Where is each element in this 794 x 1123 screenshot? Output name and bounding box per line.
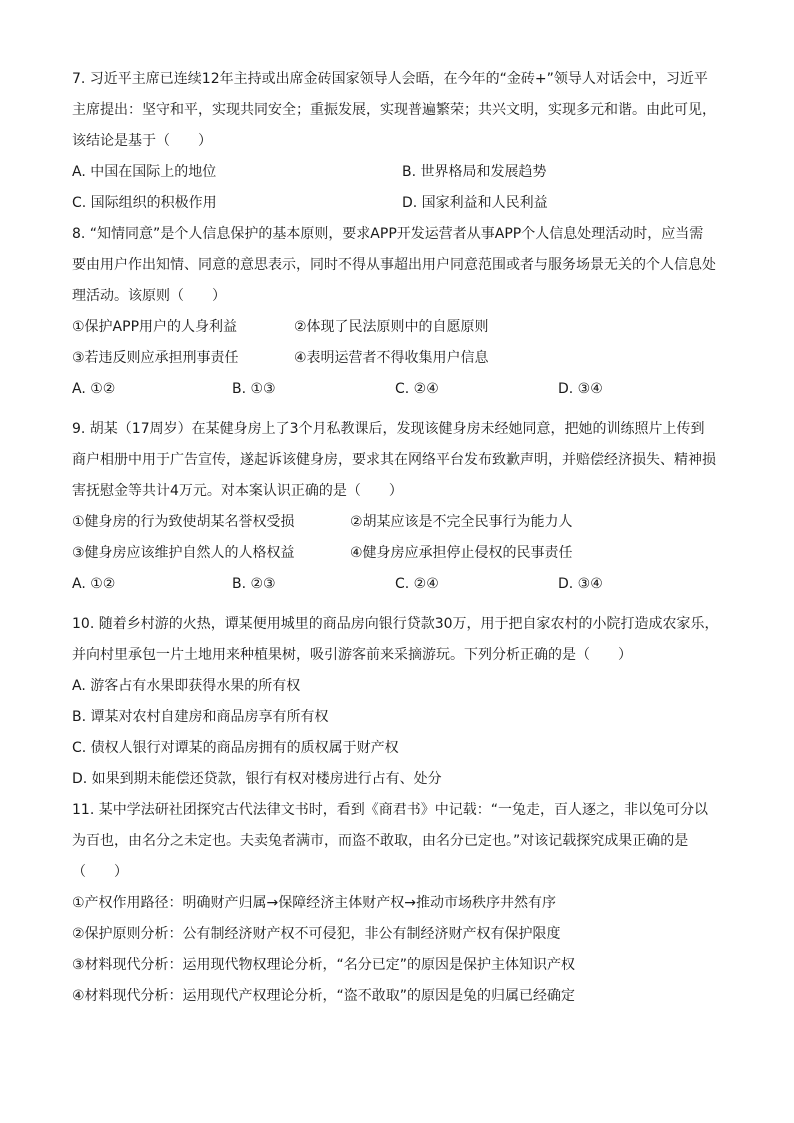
question-9 [72, 414, 732, 600]
question-7 [72, 64, 732, 219]
question-10 [72, 609, 732, 795]
statement-3: ③健身房应该维护自然人的人格权益 [72, 545, 295, 561]
question-page [72, 64, 732, 1012]
option-d[interactable]: D. 如果到期未能偿还贷款，银行有权对楼房进行占有、处分 [72, 771, 442, 787]
question-10-line-1: 10. 随着乡村游的火热，谭某便用城里的商品房向银行贷款30万，用于把自家农村的小院打造成农家乐， [72, 616, 719, 632]
question-11 [72, 795, 732, 1012]
question-8-line-2: 要由用户作出知情、同意的意思表示，同时不得从事超出用户同意范围或者与服务场景无关的个人信息处 [72, 257, 716, 273]
option-d[interactable]: D. 国家利益和人民利益 [402, 195, 548, 211]
option-b[interactable]: B. 谭某对农村自建房和商品房享有所有权 [72, 709, 329, 725]
question-8-line-1: 8. “知情同意”是个人信息保护的基本原则，要求APP开发运营者从事APP个人信息处理活动时，应当需 [72, 226, 704, 242]
statement-4: ④健身房应承担停止侵权的民事责任 [350, 545, 573, 561]
question-9-statements-row-2 [72, 538, 732, 569]
option-b[interactable]: B. ②③ [232, 576, 276, 592]
option-a[interactable]: A. 中国在国际上的地位 [72, 164, 217, 180]
statement-3: ③若违反则应承担刑事责任 [72, 350, 239, 366]
question-11-line-2: 为百也，由名分之未定也。夫卖兔者满市，而盗不敢取，由名分已定也。”对该记载探究成果正确的是 [72, 833, 689, 849]
option-a[interactable]: A. ①② [72, 576, 116, 592]
question-11-line-1: 11. 某中学法研社团探究古代法律文书时，看到《商君书》中记载：“一兔走，百人逐之，非以兔可分以 [72, 802, 708, 818]
question-8-statements-row-1 [72, 312, 732, 343]
question-9-statements-row-1 [72, 507, 732, 538]
statement-4: ④表明运营者不得收集用户信息 [294, 350, 489, 366]
question-7-options-row-1 [72, 157, 732, 188]
statement-4: ④材料现代分析：运用现代产权理论分析，“盗不敢取”的原因是兔的归属已经确定 [72, 988, 576, 1004]
question-9-line-3: 害抚慰金等共计4万元。对本案认识正确的是（ ） [72, 483, 403, 499]
statement-2: ②体现了民法原则中的自愿原则 [294, 319, 489, 335]
statement-2: ②胡某应该是不完全民事行为能力人 [350, 514, 573, 530]
option-b[interactable]: B. 世界格局和发展趋势 [402, 164, 547, 180]
question-7-line-1: 7. 习近平主席已连续12年主持或出席金砖国家领导人会晤，在今年的“金砖+”领导人对话会中，习近平 [72, 71, 708, 87]
statement-1: ①产权作用路径：明确财产归属→保障经济主体财产权→推动市场秩序井然有序 [72, 895, 557, 911]
option-d[interactable]: D. ③④ [558, 381, 603, 397]
question-8 [72, 219, 732, 405]
option-c[interactable]: C. 债权人银行对谭某的商品房拥有的质权属于财产权 [72, 740, 399, 756]
option-a[interactable]: A. ①② [72, 381, 116, 397]
option-b[interactable]: B. ①③ [232, 381, 276, 397]
statement-2: ②保护原则分析：公有制经济财产权不可侵犯，非公有制经济财产权有保护限度 [72, 926, 561, 942]
statement-1: ①保护APP用户的人身利益 [72, 319, 238, 335]
option-c[interactable]: C. ②④ [395, 381, 439, 397]
question-8-statements-row-2 [72, 343, 732, 374]
statement-3: ③材料现代分析：运用现代物权理论分析，“名分已定”的原因是保护主体知识产权 [72, 957, 576, 973]
question-8-options [72, 374, 732, 405]
question-7-options-row-2 [72, 188, 732, 219]
option-c[interactable]: C. ②④ [395, 576, 439, 592]
question-7-line-3: 该结论是基于（ ） [72, 133, 212, 149]
question-9-options [72, 569, 732, 600]
option-a[interactable]: A. 游客占有水果即获得水果的所有权 [72, 678, 301, 694]
question-10-line-2: 并向村里承包一片土地用来种植果树，吸引游客前来采摘游玩。下列分析正确的是（ ） [72, 647, 632, 663]
question-9-line-1: 9. 胡某（17周岁）在某健身房上了3个月私教课后，发现该健身房未经她同意，把她的训练照片上传到 [72, 421, 705, 437]
option-d[interactable]: D. ③④ [558, 576, 603, 592]
question-8-line-3: 理活动。该原则（ ） [72, 288, 226, 304]
question-11-line-3: （ ） [72, 864, 128, 880]
question-7-line-2: 主席提出：坚守和平，实现共同安全；重振发展，实现普遍繁荣；共兴文明，实现多元和谐。由此可见， [72, 102, 716, 118]
statement-1: ①健身房的行为致使胡某名誉权受损 [72, 514, 295, 530]
option-c[interactable]: C. 国际组织的积极作用 [72, 195, 217, 211]
question-9-line-2: 商户相册中用于广告宣传，遂起诉该健身房，要求其在网络平台发布致歉声明，并赔偿经济损失、精神损 [72, 452, 716, 468]
